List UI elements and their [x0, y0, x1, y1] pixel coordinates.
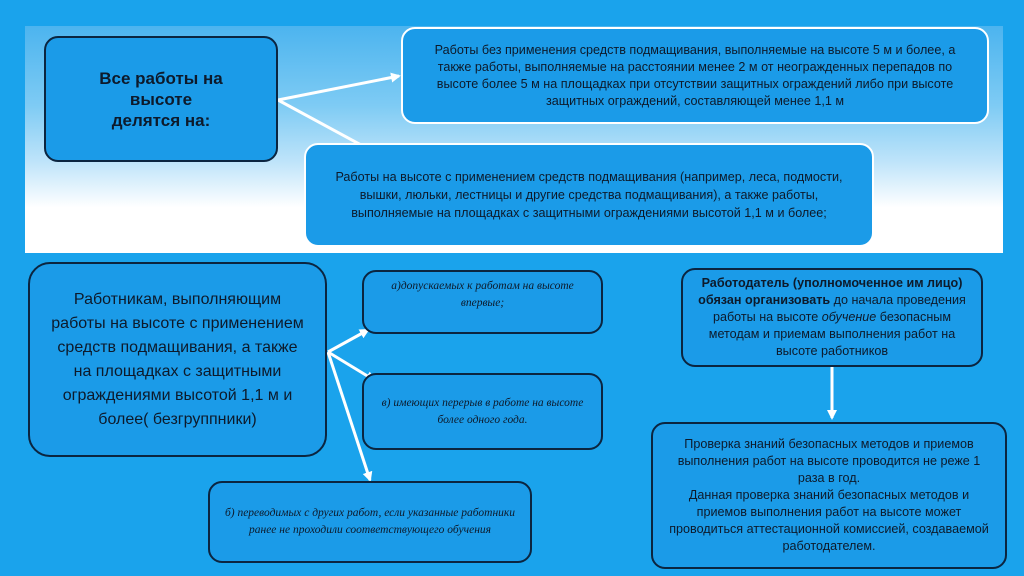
knowledge-check-para-1: Проверка знаний безопасных методов и приемов выполнения работ на высоте проводится не реже 1 раза в год. — [677, 437, 981, 485]
title-line-1: Все работы на — [99, 68, 223, 88]
title-line-3: делятся на: — [111, 110, 211, 130]
case-a-box — [362, 270, 603, 334]
works-without-scaffolding-text: Работы без применения средств подмащивания, выполняемые на высоте 5 м и более, а также работы, выполняемые на расстоянии менее 2 м от неогражденных перепадов по высоте более 5 м на площадках при отсутствии защитных ограждений либо при высоте защитных ограждений, составляющей менее 1,1 м — [434, 42, 956, 108]
employer-text-part-2: безопасным методам и приемам выполнения работ на высоте работников — [708, 310, 956, 358]
arrow-workers-to-a — [328, 330, 368, 352]
title-box — [44, 36, 278, 162]
works-with-scaffolding-text: Работы на высоте с применением средств подмащивания (например, леса, подмости, вышки, люльки, лестницы и другие средства подмащивания), а также работы, выполняемые на площадках с защитными ограждениями высотой 1,1 м и более; — [335, 170, 843, 220]
case-v-box — [362, 373, 603, 450]
knowledge-check-box — [651, 422, 1007, 569]
employer-box — [681, 268, 983, 367]
case-b-box — [208, 481, 532, 563]
works-without-scaffolding-box — [401, 27, 989, 124]
case-v-text: в) имеющих перерыв в работе на высоте более одного года. — [381, 396, 584, 426]
employer-italic-text: обучение — [821, 310, 877, 324]
employer-text — [693, 275, 971, 360]
title-line-2: высоте — [129, 89, 193, 109]
works-with-scaffolding-box — [304, 143, 874, 247]
workers-text: Работникам, выполняющим работы на высоте с применением средств подмащивания, а также на площадках с защитными ограждениями высотой 1,1 м и более( безгруппники) — [51, 290, 304, 428]
employer-text-part-1: до начала проведения работы на высоте — [712, 293, 966, 324]
case-b-text: б) переводимых с других работ, если указанные работники ранее не проходили соответствующего обучения — [224, 507, 516, 536]
arrow-title-to-top1 — [278, 76, 399, 100]
case-a-text: а)допускаемых к работам на высоте впервые; — [391, 280, 574, 309]
workers-box — [28, 262, 327, 457]
knowledge-check-para-2: Данная проверка знаний безопасных методов и приемов выполнения работ на высоте может проводиться аттестационной комиссией, создаваемой работодателем. — [669, 488, 989, 553]
employer-bold-text: Работодатель (уполномоченное им лицо) обязан организовать — [698, 276, 963, 307]
